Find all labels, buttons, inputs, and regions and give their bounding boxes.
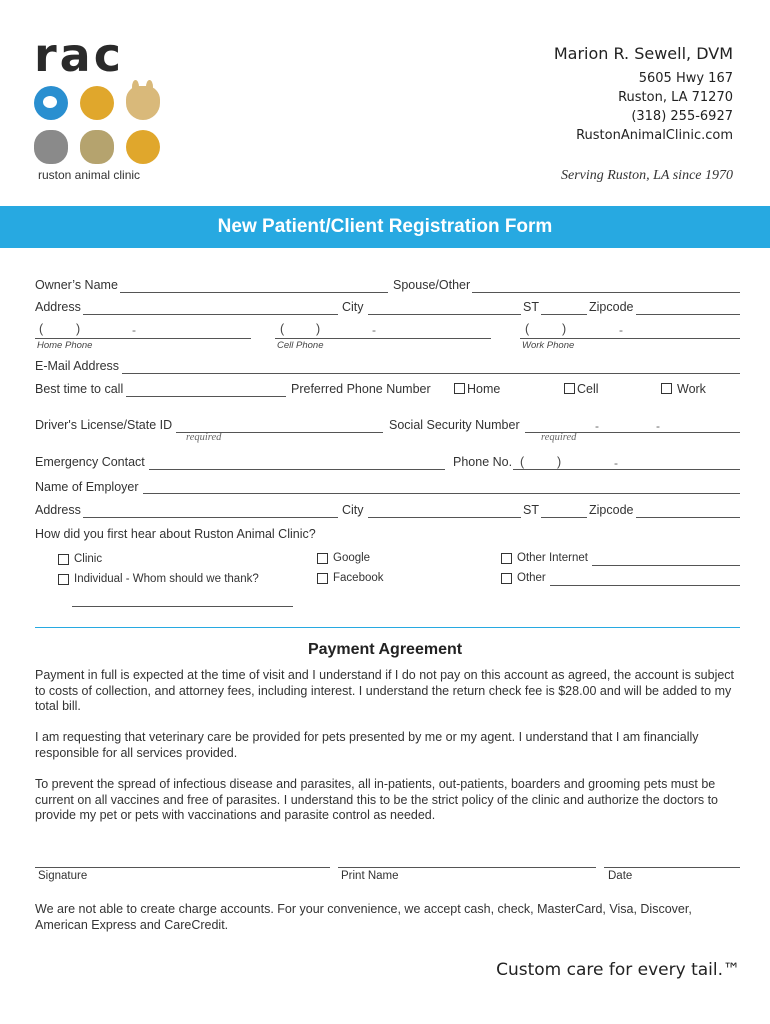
work-phone-paren-open: (: [525, 322, 530, 336]
st-label: ST: [523, 300, 539, 314]
other-option-label: Other: [517, 572, 546, 584]
fruit-icon: [80, 86, 114, 120]
google-option-label: Google: [333, 552, 371, 564]
signature-label: Signature: [38, 870, 88, 882]
employer-st-label: ST: [523, 503, 539, 517]
owners-name-field[interactable]: [120, 292, 388, 293]
cell-checkbox[interactable]: [564, 383, 575, 394]
cell-phone-dash: -: [372, 323, 376, 337]
cell-phone-label: Cell Phone: [277, 340, 324, 351]
emergency-phone-dash: -: [614, 456, 618, 470]
zipcode-field[interactable]: [636, 314, 740, 315]
payment-paragraph-4: We are not able to create charge accounts. For your convenience, we accept cash, check, MasterCard, Visa, Discover, American Express and CareCredit.: [35, 902, 692, 932]
ssn-dash-1: -: [595, 419, 599, 433]
cell-option-label: Cell: [577, 382, 599, 396]
facebook-option-label: Facebook: [333, 572, 384, 584]
city-label: City: [342, 300, 364, 314]
clinic-option-label: Clinic: [74, 553, 103, 565]
spouse-field[interactable]: [472, 292, 740, 293]
print-name-label: Print Name: [341, 870, 399, 882]
serving-since: Serving Ruston, LA since 1970: [560, 168, 733, 183]
employer-field[interactable]: [143, 493, 740, 494]
payment-paragraph-3: To prevent the spread of infectious disease and parasites, all in-patients, out-patients, boarders and grooming pets must be current on all vaccines and free of parasites. I understand this to be the strict policy of the clinic and authorize the doctors to provide my pet or pets with vaccinations and parasite control as needed.: [35, 777, 719, 822]
home-phone-field[interactable]: [35, 338, 251, 339]
cell-phone-field[interactable]: [275, 338, 491, 339]
address-field[interactable]: [83, 314, 338, 315]
work-phone-paren-close: ): [562, 322, 567, 336]
tagline: Custom care for every tail.™: [496, 960, 740, 980]
kitten-icon: [126, 130, 160, 164]
employer-address-label: Address: [35, 503, 81, 517]
email-label: E-Mail Address: [35, 359, 120, 373]
payment-paragraph-2: I am requesting that veterinary care be provided for pets presented by me or my agent. I understand that I am financially responsible for all services provided.: [35, 730, 699, 760]
ssn-label: Social Security Number: [389, 418, 520, 432]
logo-wordmark: rac: [34, 28, 124, 82]
best-time-label: Best time to call: [35, 382, 124, 396]
print-name-field[interactable]: [338, 867, 596, 868]
form-title: New Patient/Client Registration Form: [217, 216, 553, 237]
home-phone-paren-close: ): [76, 322, 81, 336]
work-phone-dash: -: [619, 323, 623, 337]
work-phone-label: Work Phone: [522, 340, 575, 351]
payment-paragraph-1: Payment in full is expected at the time of visit and I understand if I do not pay on this account as agreed, the account is subject to costs of collection, and attorney fees, including interest. I understand the return check fee is $28.00 and will be added to my total bill.: [35, 668, 735, 713]
individual-name-field[interactable]: [72, 606, 293, 607]
best-time-field[interactable]: [126, 396, 286, 397]
section-divider: [35, 627, 740, 628]
work-checkbox[interactable]: [661, 383, 672, 394]
facebook-checkbox[interactable]: [317, 573, 328, 584]
drivers-license-label: Driver's License/State ID: [35, 418, 173, 432]
title-band: [0, 206, 770, 248]
employer-city-field[interactable]: [368, 517, 521, 518]
signature-field[interactable]: [35, 867, 330, 868]
home-phone-dash: -: [132, 323, 136, 337]
logo-animal-icons: [34, 86, 164, 166]
clinic-website[interactable]: RustonAnimalClinic.com: [576, 128, 733, 143]
emergency-phone-field[interactable]: [513, 469, 740, 470]
dog-icon: [80, 130, 114, 164]
payment-title: Payment Agreement: [307, 641, 463, 658]
home-checkbox[interactable]: [454, 383, 465, 394]
date-label: Date: [608, 870, 633, 882]
zipcode-label: Zipcode: [589, 300, 634, 314]
clinic-phone: (318) 255-6927: [631, 109, 733, 124]
emergency-contact-field[interactable]: [149, 469, 445, 470]
clinic-checkbox[interactable]: [58, 554, 69, 565]
doctor-name: Marion R. Sewell, DVM: [553, 44, 733, 63]
cat-icon: [34, 130, 68, 164]
clinic-contact-block: [554, 44, 733, 145]
employer-zipcode-label: Zipcode: [589, 503, 634, 517]
home-phone-label: Home Phone: [37, 340, 93, 351]
owners-name-label: Owner’s Name: [35, 278, 118, 292]
google-checkbox[interactable]: [317, 553, 328, 564]
home-phone-paren-open: (: [39, 322, 44, 336]
cell-phone-paren-close: ): [316, 322, 321, 336]
emergency-phone-paren-close: ): [557, 455, 562, 469]
emergency-phone-paren-open: (: [520, 455, 525, 469]
date-field[interactable]: [604, 867, 740, 868]
other-field[interactable]: [550, 585, 740, 586]
phone-no-label: Phone No.: [453, 455, 513, 469]
work-option-label: Work: [677, 382, 706, 396]
work-phone-field[interactable]: [520, 338, 740, 339]
rabbit-icon: [126, 86, 160, 120]
other-internet-option-label: Other Internet: [517, 552, 588, 564]
email-field[interactable]: [122, 373, 740, 374]
city-field[interactable]: [368, 314, 521, 315]
emergency-contact-label: Emergency Contact: [35, 455, 145, 469]
clinic-city: Ruston, LA 71270: [618, 90, 733, 105]
home-option-label: Home: [467, 382, 501, 396]
individual-option-label: Individual - Whom should we thank?: [74, 573, 259, 585]
st-field[interactable]: [541, 314, 587, 315]
other-internet-field[interactable]: [592, 565, 740, 566]
logo-clinic-name: ruston animal clinic: [38, 168, 141, 182]
ssn-required: required: [541, 432, 577, 443]
address-label: Address: [35, 300, 81, 314]
employer-label: Name of Employer: [35, 480, 139, 494]
preferred-phone-label: Preferred Phone Number: [291, 382, 431, 396]
individual-checkbox[interactable]: [58, 574, 69, 585]
ssn-dash-2: -: [656, 419, 660, 433]
employer-address-field[interactable]: [83, 517, 338, 518]
cell-phone-paren-open: (: [280, 322, 285, 336]
employer-city-label: City: [342, 503, 364, 517]
bird-icon: [34, 86, 68, 120]
employer-st-field[interactable]: [541, 517, 587, 518]
other-internet-checkbox[interactable]: [501, 553, 512, 564]
hear-question: How did you first hear about Ruston Animal Clinic?: [35, 527, 316, 541]
spouse-label: Spouse/Other: [393, 278, 471, 292]
clinic-address: 5605 Hwy 167: [638, 71, 733, 86]
other-checkbox[interactable]: [501, 573, 512, 584]
employer-zipcode-field[interactable]: [636, 517, 740, 518]
drivers-license-required: required: [186, 432, 222, 443]
